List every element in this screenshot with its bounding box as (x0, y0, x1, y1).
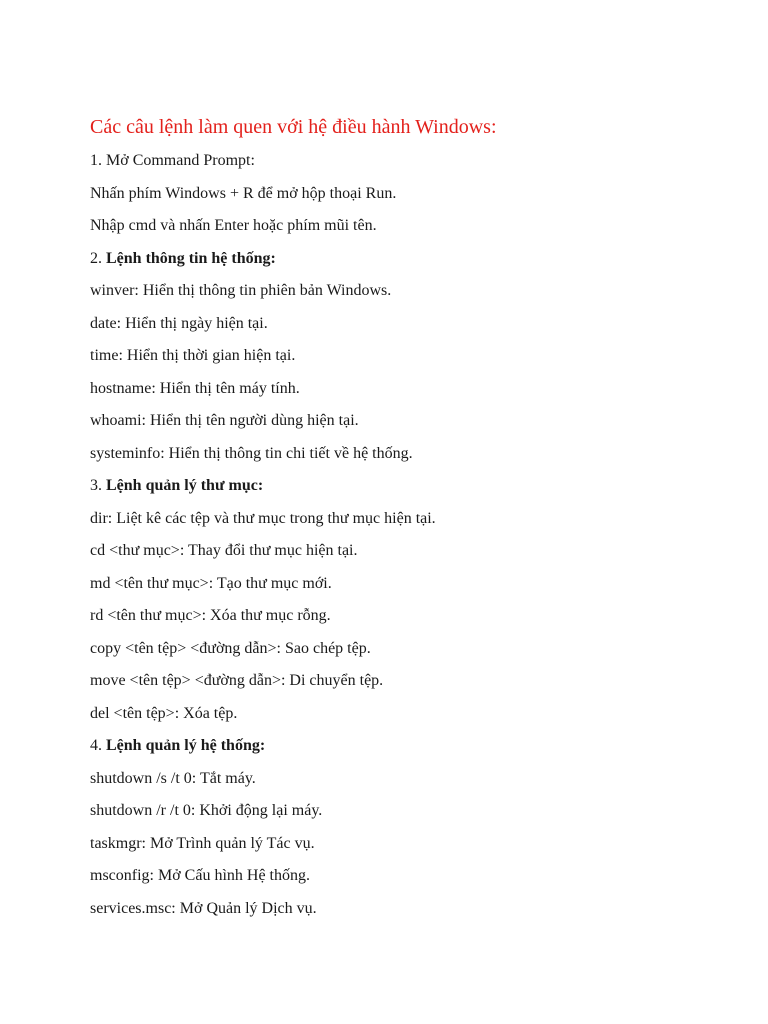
command-line: whoami: Hiển thị tên người dùng hiện tại. (90, 412, 359, 429)
command-line: Nhấn phím Windows + R để mở hộp thoại Run. (90, 184, 397, 202)
command-line: winver: Hiển thị thông tin phiên bản Windows. (90, 282, 392, 299)
section-number: 3. (90, 477, 102, 494)
command-line: taskmgr: Mở Trình quản lý Tác vụ. (90, 834, 315, 852)
command-line: shutdown /s /t 0: Tắt máy. (90, 769, 256, 787)
command-line: del <tên tệp>: Xóa tệp. (90, 704, 238, 722)
section-heading-text: Lệnh quản lý hệ thống: (106, 737, 266, 754)
document-title: Các câu lệnh làm quen với hệ điều hành Windows: (90, 116, 497, 138)
command-line: cd <thư mục>: Thay đổi thư mục hiện tại. (90, 542, 358, 559)
command-line: dir: Liệt kê các tệp và thư mục trong thư mục hiện tại. (90, 509, 436, 527)
section-number: 1. (90, 152, 102, 169)
section-heading (90, 730, 730, 763)
section-heading-text: Lệnh quản lý thư mục: (106, 477, 264, 494)
command-line: services.msc: Mở Quản lý Dịch vụ. (90, 899, 317, 917)
section-heading-text: Mở Command Prompt: (106, 152, 255, 169)
section-number: 4. (90, 737, 102, 754)
section-heading (90, 145, 730, 178)
command-line: copy <tên tệp> <đường dẫn>: Sao chép tệp. (90, 639, 371, 657)
command-line: Nhập cmd và nhấn Enter hoặc phím mũi tên. (90, 217, 377, 234)
command-line: shutdown /r /t 0: Khởi động lại máy. (90, 802, 323, 819)
document-body (90, 145, 730, 925)
section-number: 2. (90, 249, 102, 267)
command-line: systeminfo: Hiển thị thông tin chi tiết về hệ thống. (90, 444, 413, 462)
section-heading-text: Lệnh thông tin hệ thống: (106, 249, 276, 267)
command-line: date: Hiển thị ngày hiện tại. (90, 314, 268, 332)
command-line: msconfig: Mở Cấu hình Hệ thống. (90, 867, 310, 884)
command-line: rd <tên thư mục>: Xóa thư mục rỗng. (90, 607, 331, 624)
command-line: move <tên tệp> <đường dẫn>: Di chuyển tệp. (90, 672, 384, 689)
command-line: time: Hiển thị thời gian hiện tại. (90, 347, 296, 364)
command-line: hostname: Hiển thị tên máy tính. (90, 379, 300, 397)
section-heading (90, 243, 730, 276)
command-line: md <tên thư mục>: Tạo thư mục mới. (90, 574, 332, 592)
section-heading (90, 470, 730, 503)
document-page (90, 113, 730, 925)
